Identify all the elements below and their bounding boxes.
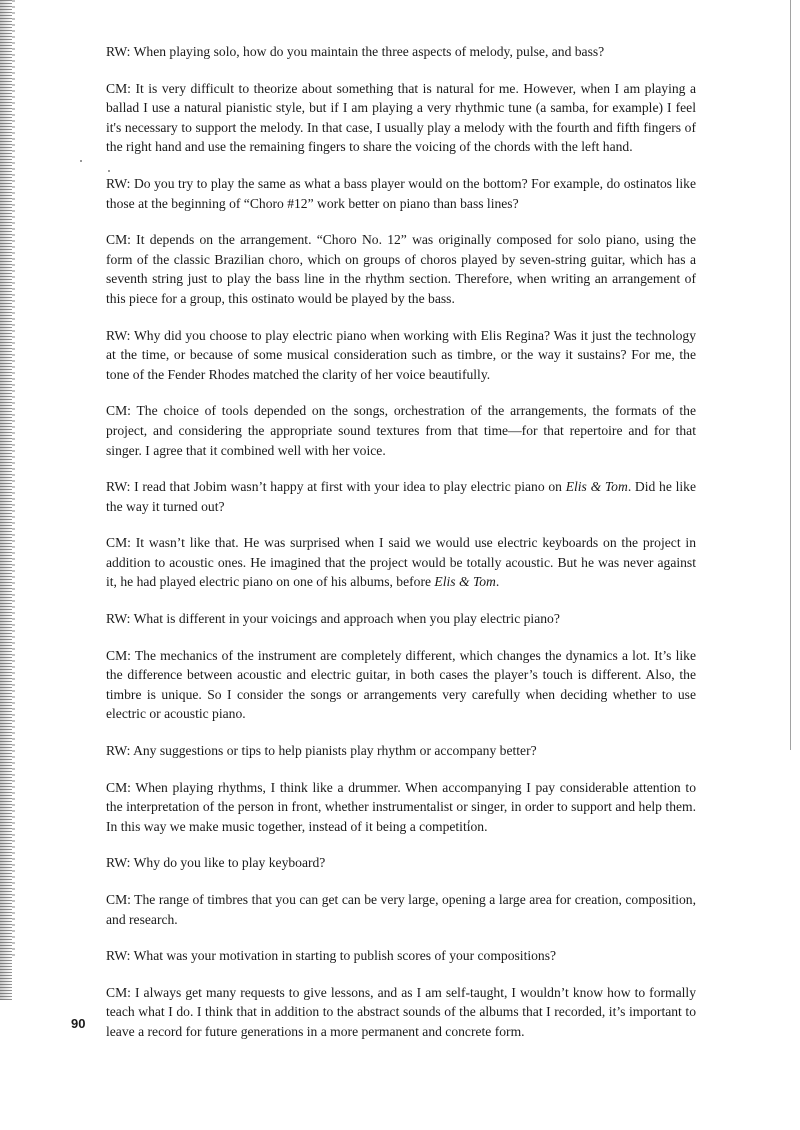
answer-paragraph: CM: The choice of tools depended on the songs, orchestration of the arrangements, the formats of the project, and considering the appropriate sound textures from that time—for that repertoire and for that singer. I agree that it combined well with her voice. bbox=[106, 403, 696, 458]
question-paragraph: RW: Why did you choose to play electric piano when working with Elis Regina? Was it just the technology at the time, or because of some musical consideration such as timbre, or the way it sustains? For me, the tone of the Fender Rhodes matched the clarity of her voice beautifully. bbox=[106, 327, 696, 382]
answer-paragraph: CM: The range of timbres that you can get can be very large, opening a large area for creation, composition, and research. bbox=[106, 892, 696, 927]
interview-text bbox=[106, 42, 696, 1059]
paragraph-text: RW: I read that Jobim wasn’t happy at first with your idea to play electric piano on bbox=[106, 479, 566, 495]
question-paragraph: RW: Why do you like to play keyboard? bbox=[106, 855, 326, 871]
scan-binding-shadow bbox=[12, 0, 15, 960]
paragraph-text: . Did he like the way it turned out? bbox=[106, 479, 696, 514]
scan-binding-edge bbox=[0, 0, 12, 1000]
answer-paragraph: CM: When playing rhythms, I think like a drummer. When accompanying I pay considerable attention to the interpretation of the person in front, whether instrumentalist or singer, in order to support and help them. In this way we make music together, instead of it being a competition. bbox=[106, 779, 696, 834]
answer-paragraph: CM: It depends on the arrangement. “Choro No. 12” was originally composed for solo piano, using the form of the classic Brazilian choro, which on groups of choros played by seven-string guitar, which has a seventh string just to play the bass line in the rhythm section. Therefore, when writing an arrangement of this piece for a group, this ostinato would be played by the bass. bbox=[106, 232, 696, 306]
answer-paragraph bbox=[106, 533, 696, 592]
scan-speck bbox=[80, 160, 82, 162]
question-paragraph: RW: Do you try to play the same as what a bass player would on the bottom? For example, do ostinatos like those at the beginning of “Choro #12” work better on piano than bass lines? bbox=[106, 175, 696, 211]
question-paragraph: RW: What is different in your voicings and approach when you play electric piano? bbox=[106, 611, 560, 627]
page-number: 90 bbox=[71, 1016, 86, 1031]
question-paragraph: RW: What was your motivation in starting to publish scores of your compositions? bbox=[106, 948, 557, 964]
album-title: Elis & Tom bbox=[434, 574, 496, 590]
scan-page-edge bbox=[790, 0, 791, 750]
question-paragraph: RW: When playing solo, how do you maintain the three aspects of melody, pulse, and bass? bbox=[106, 44, 605, 59]
question-paragraph: RW: Any suggestions or tips to help pianists play rhythm or accompany better? bbox=[106, 743, 537, 759]
paragraph-text: . bbox=[495, 574, 500, 590]
answer-paragraph: CM: It is very difficult to theorize about something that is natural for me. However, when I am playing a ballad I use a natural pianistic style, but if I am playing a very rhythmic tune (a samba, for example) I feel it's necessary to support the melody. In that case, I usually play a melody with the fourth and fifth fingers of the right hand and use the remaining fingers to share the voicing of the chords with the left hand. bbox=[106, 80, 696, 155]
answer-paragraph: CM: I always get many requests to give lessons, and as I am self-taught, I wouldn’t know how to formally teach what I do. I think that in addition to the abstract sounds of the albums that I recorded, it’s important to leave a record for future generations in a more permanent and concrete form. bbox=[106, 984, 696, 1039]
paragraph-text: CM: It wasn’t like that. He was surprised when I said we would use electric keyboards on the project in addition to acoustic ones. He imagined that the project would be totally acoustic. But he was never against it, he had played electric piano on one of his albums, before bbox=[106, 535, 696, 590]
album-title: Elis & Tom bbox=[565, 479, 628, 495]
question-paragraph bbox=[106, 477, 696, 516]
answer-paragraph: CM: The mechanics of the instrument are completely different, which changes the dynamics a lot. It’s like the difference between acoustic and electric guitar, in both cases the player’s touch is different. Also, the timbre is unique. So I consider the songs or arrangements very carefully when deciding whether to use electric or acoustic piano. bbox=[106, 647, 696, 722]
